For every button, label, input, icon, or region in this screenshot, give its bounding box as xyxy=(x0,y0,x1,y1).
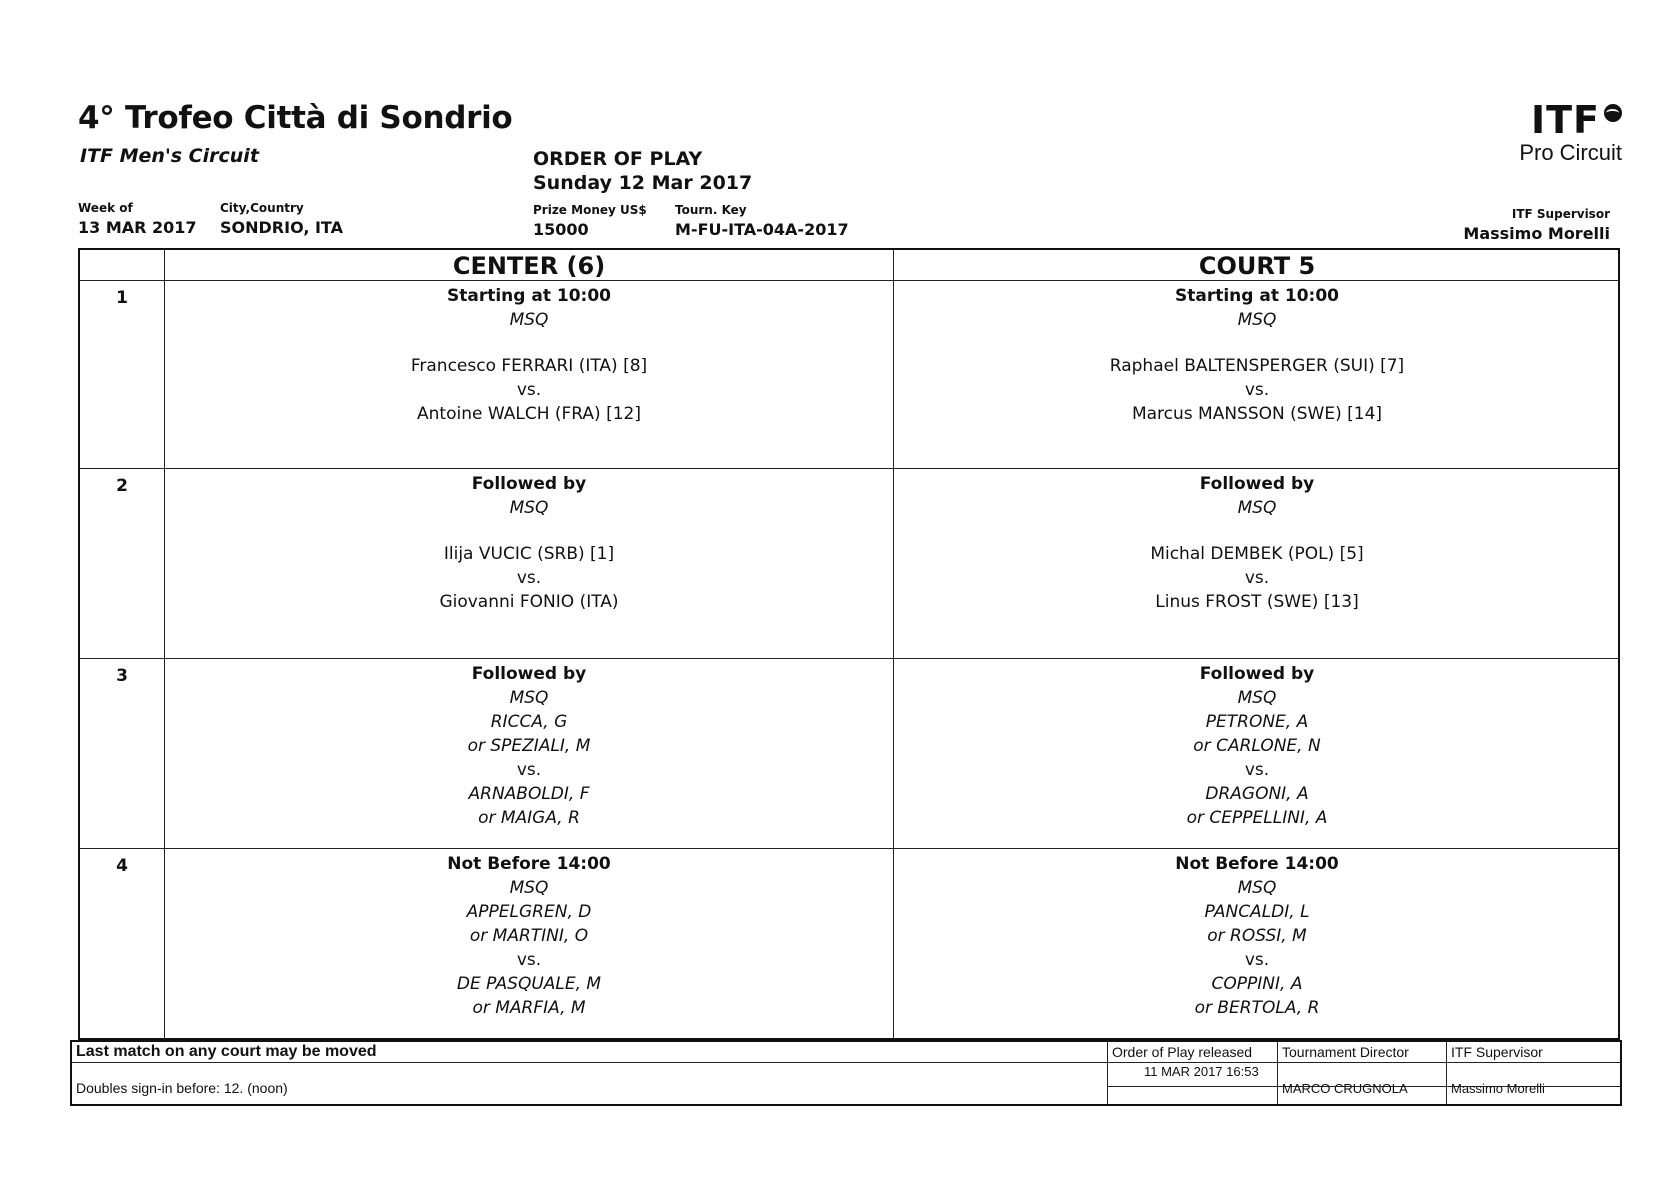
logo-pro-circuit-text: Pro Circuit xyxy=(1519,140,1622,165)
match-start-time: Not Before 14:00 xyxy=(447,854,611,874)
player-name: or SPEZIALI, M xyxy=(467,736,591,756)
match-start-time: Starting at 10:00 xyxy=(447,286,611,306)
versus-label: vs. xyxy=(1244,760,1270,780)
match-type: MSQ xyxy=(509,878,549,898)
versus-label: vs. xyxy=(516,380,542,400)
tennis-ball-icon xyxy=(1604,104,1622,122)
player-name: RICCA, G xyxy=(490,712,568,732)
player-name: Marcus MANSSON (SWE) [14] xyxy=(1131,404,1383,424)
versus-label: vs. xyxy=(516,568,542,588)
schedule-grid xyxy=(78,248,1620,1040)
player-name: Raphael BALTENSPERGER (SUI) [7] xyxy=(1109,356,1405,376)
match-cell xyxy=(165,472,893,614)
match-start-time: Followed by xyxy=(1199,474,1315,494)
player-name: Francesco FERRARI (ITA) [8] xyxy=(410,356,648,376)
match-type: MSQ xyxy=(509,310,549,330)
match-type: MSQ xyxy=(1237,498,1277,518)
player-name: or CEPPELLINI, A xyxy=(1186,808,1328,828)
versus-label: vs. xyxy=(516,760,542,780)
logo-itf-text: ITF xyxy=(1530,98,1600,142)
footer-supervisor-value: Massimo Morelli xyxy=(1451,1081,1545,1096)
versus-label: vs. xyxy=(1244,950,1270,970)
match-order-number: 2 xyxy=(116,476,128,496)
last-match-note: Last match on any court may be moved xyxy=(76,1043,377,1060)
match-cell xyxy=(165,284,893,426)
director-value: MARCO CRUGNOLA xyxy=(1282,1081,1408,1096)
footer-box xyxy=(70,1040,1622,1106)
match-order-number: 1 xyxy=(116,288,128,308)
player-name: COPPINI, A xyxy=(1211,974,1303,994)
itf-supervisor-value: Massimo Morelli xyxy=(1463,224,1610,243)
doubles-signin-note: Doubles sign-in before: 12. (noon) xyxy=(76,1080,288,1096)
player-name: PANCALDI, L xyxy=(1204,902,1310,922)
player-name: Antoine WALCH (FRA) [12] xyxy=(417,404,641,424)
match-cell xyxy=(165,662,893,830)
match-order-number: 4 xyxy=(116,856,128,876)
match-start-time: Followed by xyxy=(471,664,587,684)
order-of-play-date: Sunday 12 Mar 2017 xyxy=(533,172,753,194)
match-type: MSQ xyxy=(1237,878,1277,898)
player-name: or MAIGA, R xyxy=(478,808,580,828)
week-value: 13 MAR 2017 xyxy=(78,218,197,237)
player-name: Michal DEMBEK (POL) [5] xyxy=(1150,544,1364,564)
match-start-time: Starting at 10:00 xyxy=(1175,286,1339,306)
itf-logo xyxy=(1519,100,1622,166)
player-name: PETRONE, A xyxy=(1205,712,1309,732)
prize-value: 15000 xyxy=(533,220,589,239)
match-cell xyxy=(894,852,1620,1020)
match-type: MSQ xyxy=(509,688,549,708)
match-cell xyxy=(165,852,893,1020)
match-cell xyxy=(894,662,1620,830)
itf-supervisor-label: ITF Supervisor xyxy=(1511,207,1610,221)
match-start-time: Followed by xyxy=(1199,664,1315,684)
tourn-key-label: Tourn. Key xyxy=(675,203,747,217)
player-name: Ilija VUCIC (SRB) [1] xyxy=(443,544,615,564)
director-label: Tournament Director xyxy=(1282,1044,1409,1060)
released-value: 11 MAR 2017 16:53 xyxy=(1144,1064,1259,1079)
match-type: MSQ xyxy=(1237,688,1277,708)
player-name: or BERTOLA, R xyxy=(1194,998,1320,1018)
match-start-time: Not Before 14:00 xyxy=(1175,854,1339,874)
released-label: Order of Play released xyxy=(1112,1044,1253,1060)
player-name: or ROSSI, M xyxy=(1207,926,1307,946)
court-header-center: CENTER (6) xyxy=(452,252,606,280)
player-name: DRAGONI, A xyxy=(1205,784,1309,804)
match-cell xyxy=(894,284,1620,426)
match-order-number: 3 xyxy=(116,666,128,686)
footer-supervisor-label: ITF Supervisor xyxy=(1451,1044,1543,1060)
match-start-time: Followed by xyxy=(471,474,587,494)
court-header-court5: COURT 5 xyxy=(1198,252,1316,280)
versus-label: vs. xyxy=(516,950,542,970)
tourn-key-value: M-FU-ITA-04A-2017 xyxy=(675,220,849,239)
week-label: Week of xyxy=(78,201,133,215)
tournament-title: 4° Trofeo Città di Sondrio xyxy=(78,100,513,136)
versus-label: vs. xyxy=(1244,568,1270,588)
player-name: or MARFIA, M xyxy=(472,998,586,1018)
city-value: SONDRIO, ITA xyxy=(220,218,343,237)
player-name: ARNABOLDI, F xyxy=(468,784,590,804)
player-name: Linus FROST (SWE) [13] xyxy=(1155,592,1359,612)
order-of-play-label: ORDER OF PLAY xyxy=(533,148,703,170)
player-name: DE PASQUALE, M xyxy=(456,974,602,994)
player-name: APPELGREN, D xyxy=(466,902,592,922)
prize-label: Prize Money US$ xyxy=(533,203,647,217)
player-name: or MARTINI, O xyxy=(469,926,589,946)
player-name: or CARLONE, N xyxy=(1193,736,1321,756)
circuit-subtitle: ITF Men's Circuit xyxy=(80,145,259,167)
match-cell xyxy=(894,472,1620,614)
match-type: MSQ xyxy=(1237,310,1277,330)
versus-label: vs. xyxy=(1244,380,1270,400)
city-label: City,Country xyxy=(220,201,304,215)
player-name: Giovanni FONIO (ITA) xyxy=(439,592,619,612)
match-type: MSQ xyxy=(509,498,549,518)
